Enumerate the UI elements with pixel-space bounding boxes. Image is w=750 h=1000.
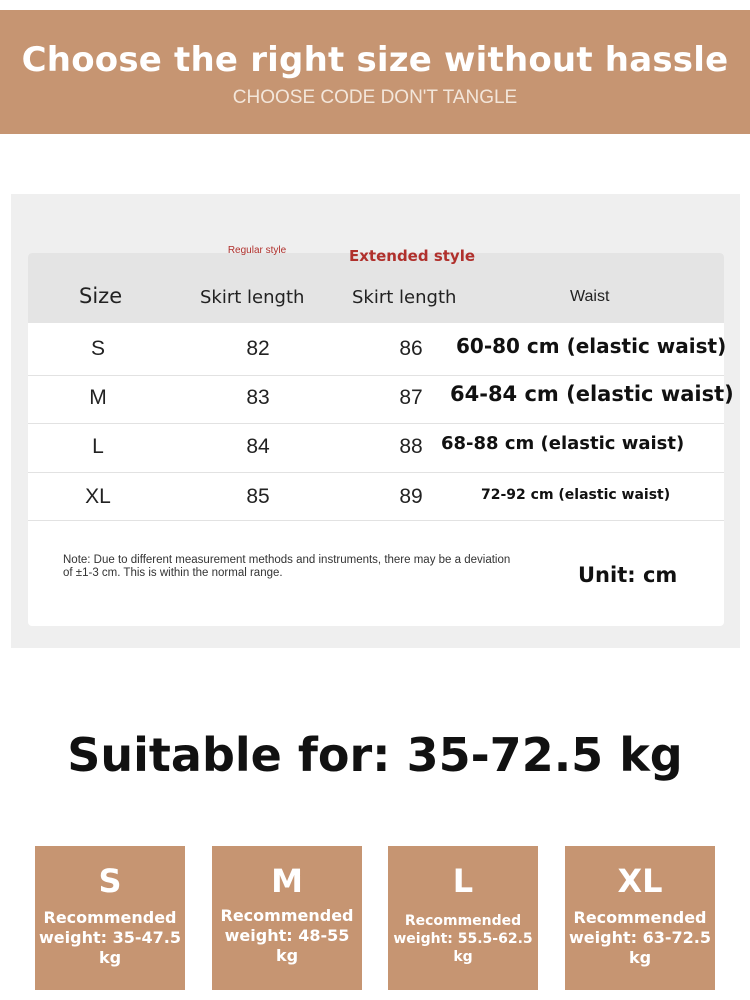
table-cell-regular-length: 83: [246, 386, 270, 409]
row-divider: [28, 520, 724, 521]
size-box-s: [35, 846, 185, 990]
table-cell-regular-length: 82: [246, 337, 270, 360]
table-cell-waist: 60-80 cm (elastic waist): [456, 334, 727, 358]
table-cell-size: XL: [85, 485, 111, 508]
table-cell-extended-length: 86: [399, 337, 423, 360]
size-box-label: S: [98, 862, 122, 900]
row-divider: [28, 472, 724, 473]
table-cell-waist: 68-88 cm (elastic waist): [441, 433, 685, 454]
table-cell-size: M: [89, 386, 107, 409]
size-box-weight: Recommended weight: 63-72.5 kg: [569, 908, 711, 967]
unit-label: Unit: cm: [578, 563, 678, 587]
suitable-weight-heading: Suitable for: 35-72.5 kg: [67, 728, 683, 782]
measurement-note: Note: Due to different measurement methods and instruments, there may be a deviation of ±1-3 cm. This is within the normal range.: [63, 554, 511, 579]
table-cell-regular-length: 84: [246, 435, 270, 458]
size-box-label: L: [452, 862, 474, 900]
column-header-extended-length: Skirt length: [352, 287, 457, 308]
table-cell-size: L: [92, 435, 104, 458]
header-banner: [0, 10, 750, 134]
size-box-label: M: [271, 862, 303, 900]
column-header-waist: Waist: [570, 288, 610, 305]
table-cell-extended-length: 88: [399, 435, 423, 458]
table-cell-size: S: [90, 337, 105, 360]
row-divider: [28, 375, 724, 376]
regular-style-tag: Regular style: [227, 245, 287, 256]
table-cell-extended-length: 87: [399, 386, 423, 409]
table-cell-waist: 64-84 cm (elastic waist): [450, 382, 734, 406]
size-box-weight: Recommended weight: 48-55 kg: [220, 906, 354, 965]
banner-title: Choose the right size without hassle: [21, 40, 729, 80]
size-box-label: XL: [617, 862, 663, 900]
column-header-regular-length: Skirt length: [200, 287, 305, 308]
banner-subtitle: CHOOSE CODE DON'T TANGLE: [232, 87, 518, 108]
table-cell-waist: 72-92 cm (elastic waist): [481, 487, 671, 503]
size-box-l: [388, 846, 538, 990]
size-box-xl: [565, 846, 715, 990]
table-cell-extended-length: 89: [399, 485, 423, 508]
row-divider: [28, 423, 724, 424]
size-box-weight: Recommended weight: 35-47.5 kg: [39, 908, 181, 967]
column-header-size: Size: [79, 284, 123, 308]
size-box-weight: Recommended weight: 55.5-62.5 kg: [393, 913, 533, 965]
size-box-m: [212, 846, 362, 990]
table-cell-regular-length: 85: [246, 485, 270, 508]
extended-style-tag: Extended style: [349, 247, 476, 265]
